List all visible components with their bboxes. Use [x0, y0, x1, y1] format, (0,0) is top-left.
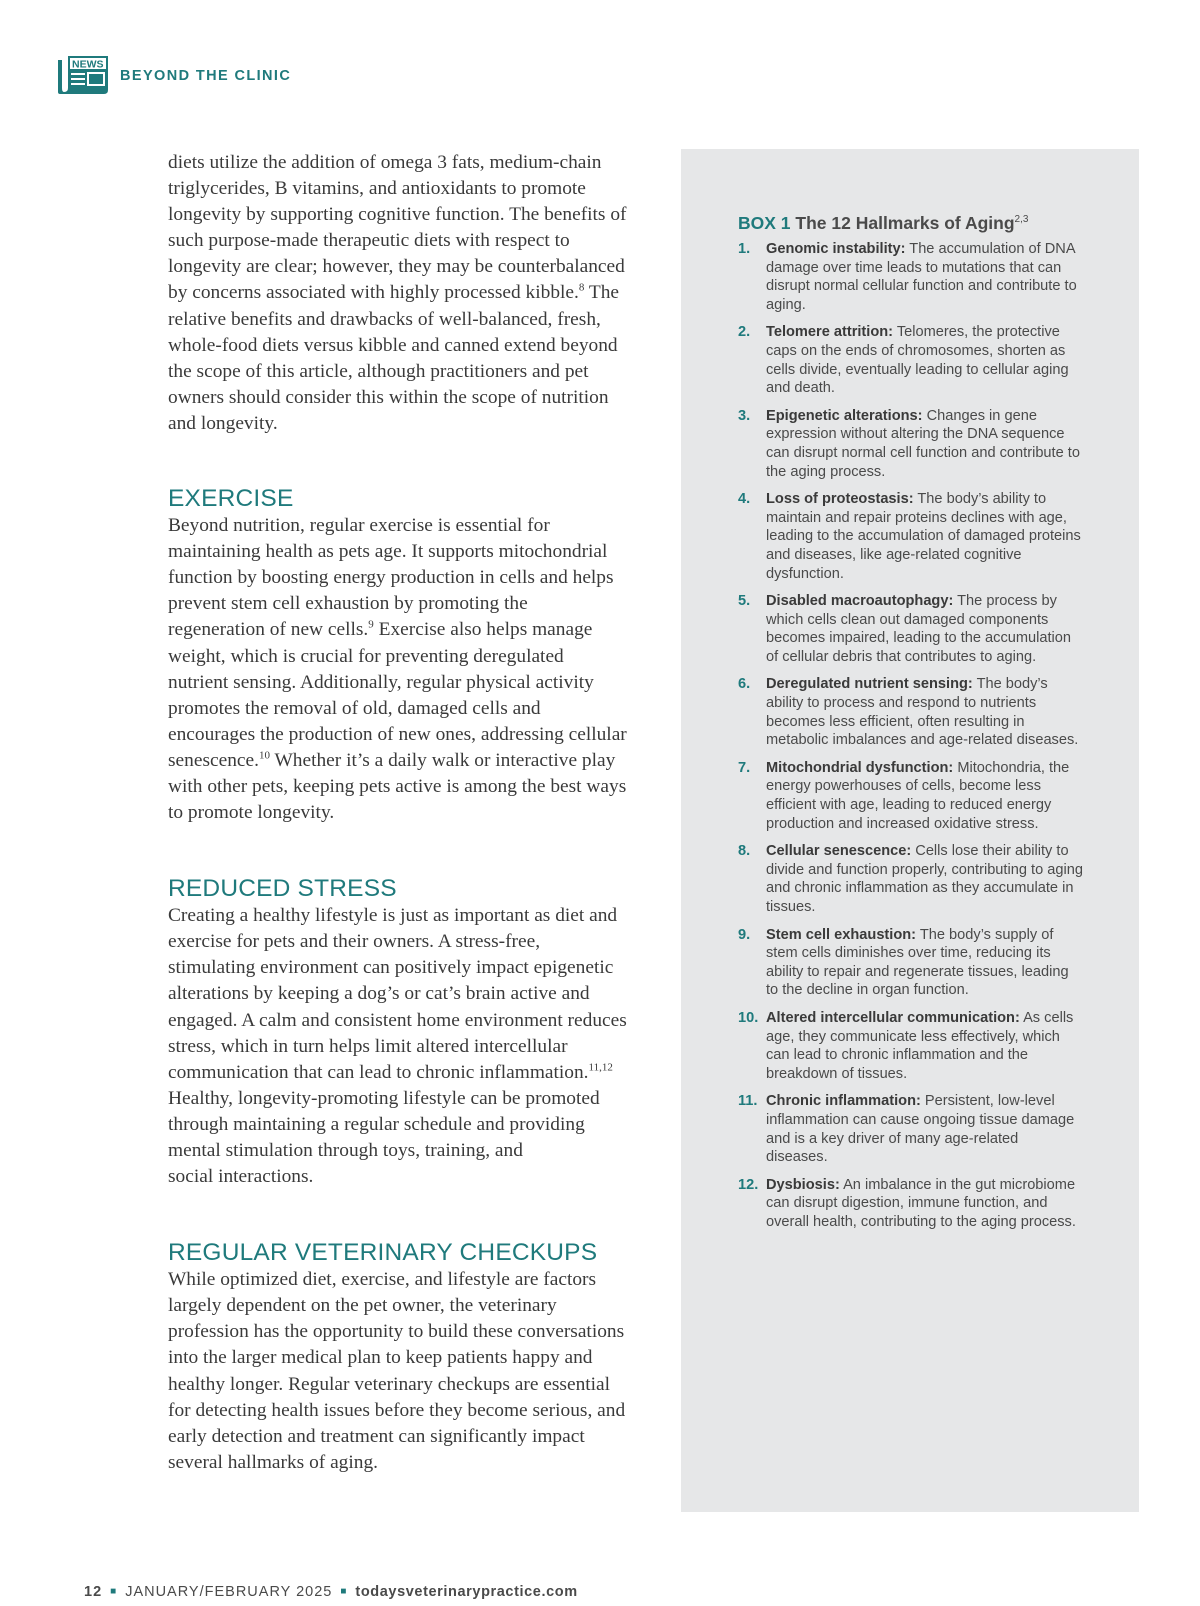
newspaper-icon — [56, 52, 110, 96]
section-label: BEYOND THE CLINIC — [120, 68, 292, 84]
hallmark-term: Disabled macroautophagy: — [766, 593, 954, 610]
hallmark-number: 11. — [738, 1093, 758, 1110]
hallmark-description: Changes in gene expression without altering the DNA sequence can disrupt normal cell function and contribute to the aging process. — [766, 407, 1080, 480]
hallmark-number: 7. — [738, 759, 751, 776]
hallmark-item — [738, 592, 1083, 666]
hallmark-description: The body’s ability to maintain and repair proteins declines with age, leading to the accumulation of damaged proteins and diseases, like age-related cognitive dysfunction. — [766, 491, 1081, 582]
reference-superscript: 9 — [368, 618, 374, 631]
hallmark-description: Telomeres, the protective caps on the ends of chromosomes, shorten as cells divide, eventually leading to cellular aging and death. — [766, 324, 1069, 397]
issue-date: JANUARY/FEBRUARY 2025 — [125, 1584, 333, 1600]
separator-icon: ■ — [340, 1586, 348, 1597]
hallmark-description: The body’s ability to process and respond to nutrients becomes less efficient, often resulting in metabolic imbalances and age-related diseases. — [766, 676, 1079, 749]
website-link[interactable]: todaysveterinarypractice.com — [355, 1584, 578, 1600]
separator-icon: ■ — [110, 1586, 118, 1597]
box-title-text: The 12 Hallmarks of Aging — [795, 213, 1015, 233]
hallmark-item — [738, 490, 1083, 583]
paragraph-text: Beyond nutrition, regular exercise is essential for maintaining health as pets age. It supports mitochondrial function by boosting energy production in cells and helps prevent stem cell exhaustion by promoting the regeneration of new cells. — [168, 515, 614, 641]
reference-superscript: 11,12 — [588, 1061, 613, 1074]
hallmark-description: Cells lose their ability to divide and function properly, contributing to aging and chronic inflammation as they accumulate in tissues. — [766, 843, 1083, 915]
paragraph-text: Healthy, longevity-promoting lifestyle can be promoted through maintaining a regular schedule and providing mental stimulation through toys, training, and — [168, 1087, 600, 1161]
hallmark-number: 1. — [738, 241, 751, 257]
box-title — [738, 213, 1083, 234]
hallmark-term: Dysbiosis: — [766, 1176, 840, 1193]
paragraph-text: The relative benefits and drawbacks of well-balanced, fresh, whole-food diets versus kibble and canned extend beyond the scope of this article, although practitioners and pet owners should consider this within the scope of nutrition and longevity. — [168, 282, 620, 434]
heading-reduced-stress: REDUCED STRESS — [168, 875, 397, 903]
hallmark-description: The process by which cells clean out damaged components becomes impaired, leading to the accumulation of cellular debris that contributes to aging. — [766, 593, 1072, 665]
page-header — [56, 52, 291, 96]
hallmark-item — [738, 1092, 1083, 1166]
heading-exercise: EXERCISE — [168, 485, 294, 513]
paragraph-exercise — [168, 513, 628, 826]
hallmark-term: Altered intercellular communication: — [766, 1009, 1020, 1026]
page-footer — [84, 1584, 578, 1600]
hallmark-item — [738, 240, 1083, 314]
paragraph-text: Whether it’s a daily walk or interactive play with other pets, keeping pets active is among the best ways to promote longevity. — [168, 749, 627, 824]
hallmark-description: Mitochondria, the energy powerhouses of cells, become less efficient with age, leading to reduced energy production and increased oxidative stress. — [766, 759, 1070, 832]
sidebar-box — [681, 149, 1139, 1512]
paragraph-intro — [168, 150, 628, 437]
hallmark-term: Genomic instability: — [766, 241, 906, 257]
hallmarks-list — [738, 240, 1083, 1232]
hallmark-term: Chronic inflammation: — [766, 1093, 921, 1110]
hallmark-item — [738, 1009, 1083, 1083]
hallmark-number: 4. — [738, 491, 751, 508]
hallmark-item — [738, 842, 1083, 916]
paragraph-stress — [168, 903, 628, 1190]
paragraph-checkups: While optimized diet, exercise, and lifestyle are factors largely dependent on the pet owner, the veterinary profession has the opportunity to build these conversations into the larger medical plan to keep patients happy and healthy longer. Regular veterinary checkups are essential for detecting health issues before they become serious, and early detection and treatment can significantly impact several hallmarks of aging. — [168, 1269, 626, 1473]
hallmark-item — [738, 759, 1083, 833]
hallmark-term: Loss of proteostasis: — [766, 491, 914, 508]
box-content — [738, 213, 1083, 1241]
box-label: BOX 1 — [738, 213, 791, 233]
hallmark-term: Mitochondrial dysfunction: — [766, 759, 954, 776]
hallmark-number: 8. — [738, 843, 751, 860]
reference-superscript: 10 — [258, 749, 270, 762]
hallmark-description: As cells age, they communicate less effectively, which can lead to chronic inflammation and the breakdown of tissues. — [766, 1009, 1074, 1082]
paragraph-text: social interactions. — [168, 1166, 314, 1188]
paragraph-text: Creating a healthy lifestyle is just as important as diet and exercise for pets and their owners. A stress-free, stimulating environment can positively impact epigenetic alterations by keeping a dog’s or cat’s brain active and engaged. A calm and consistent home environment reduces stress, which in turn helps limit altered intercellular communication that can lead to chronic inflammation. — [168, 905, 627, 1083]
hallmark-description: The accumulation of DNA damage over time leads to mutations that can disrupt normal cellular function and contribute to aging. — [766, 241, 1077, 313]
hallmark-number: 6. — [738, 676, 751, 693]
hallmark-number: 2. — [738, 324, 751, 341]
hallmark-description: Persistent, low-level inflammation can cause ongoing tissue damage and is a key driver of many age-related diseases. — [766, 1093, 1075, 1166]
hallmark-description: An imbalance in the gut microbiome can disrupt digestion, immune function, and overall health, contributing to the aging process. — [766, 1176, 1076, 1230]
hallmark-item — [738, 1176, 1083, 1232]
news-icon-label: NEWS — [72, 58, 104, 71]
hallmark-description: The body’s supply of stem cells diminishes over time, reducing its ability to repair and regenerate tissues, leading to the decline in organ function. — [766, 926, 1069, 999]
hallmark-number: 5. — [738, 593, 751, 610]
hallmark-item — [738, 407, 1083, 481]
hallmark-term: Telomere attrition: — [766, 324, 894, 341]
heading-veterinary-checkups: REGULAR VETERINARY CHECKUPS — [168, 1239, 598, 1267]
hallmark-item — [738, 675, 1083, 749]
hallmark-term: Stem cell exhaustion: — [766, 926, 917, 943]
hallmark-term: Cellular senescence: — [766, 843, 912, 860]
hallmark-item — [738, 926, 1083, 1000]
box-title-refs: 2,3 — [1014, 214, 1029, 226]
hallmark-number: 12. — [738, 1176, 759, 1193]
paragraph-text: Exercise also helps manage weight, which is crucial for preventing deregulated nutrient sensing. Additionally, regular physical activity promotes the removal of old, damaged cells and encourages the production of new ones, addressing cellular senescence. — [168, 619, 627, 771]
page-number: 12 — [84, 1584, 103, 1600]
hallmark-item — [738, 323, 1083, 397]
paragraph-text: diets utilize the addition of omega 3 fats, medium-chain triglycerides, B vitamins, and antioxidants to promote longevity by supporting cognitive function. The benefits of such purpose-made therapeutic diets with respect to longevity are clear; however, they may be counterbalanced by concerns associated with highly processed kibble. — [168, 152, 627, 304]
hallmark-term: Epigenetic alterations: — [766, 407, 923, 424]
hallmark-term: Deregulated nutrient sensing: — [766, 676, 973, 693]
hallmark-number: 10. — [738, 1009, 759, 1026]
reference-superscript: 8 — [578, 282, 585, 294]
article-body — [168, 150, 628, 1476]
hallmark-number: 9. — [738, 926, 751, 943]
hallmark-number: 3. — [738, 407, 751, 424]
